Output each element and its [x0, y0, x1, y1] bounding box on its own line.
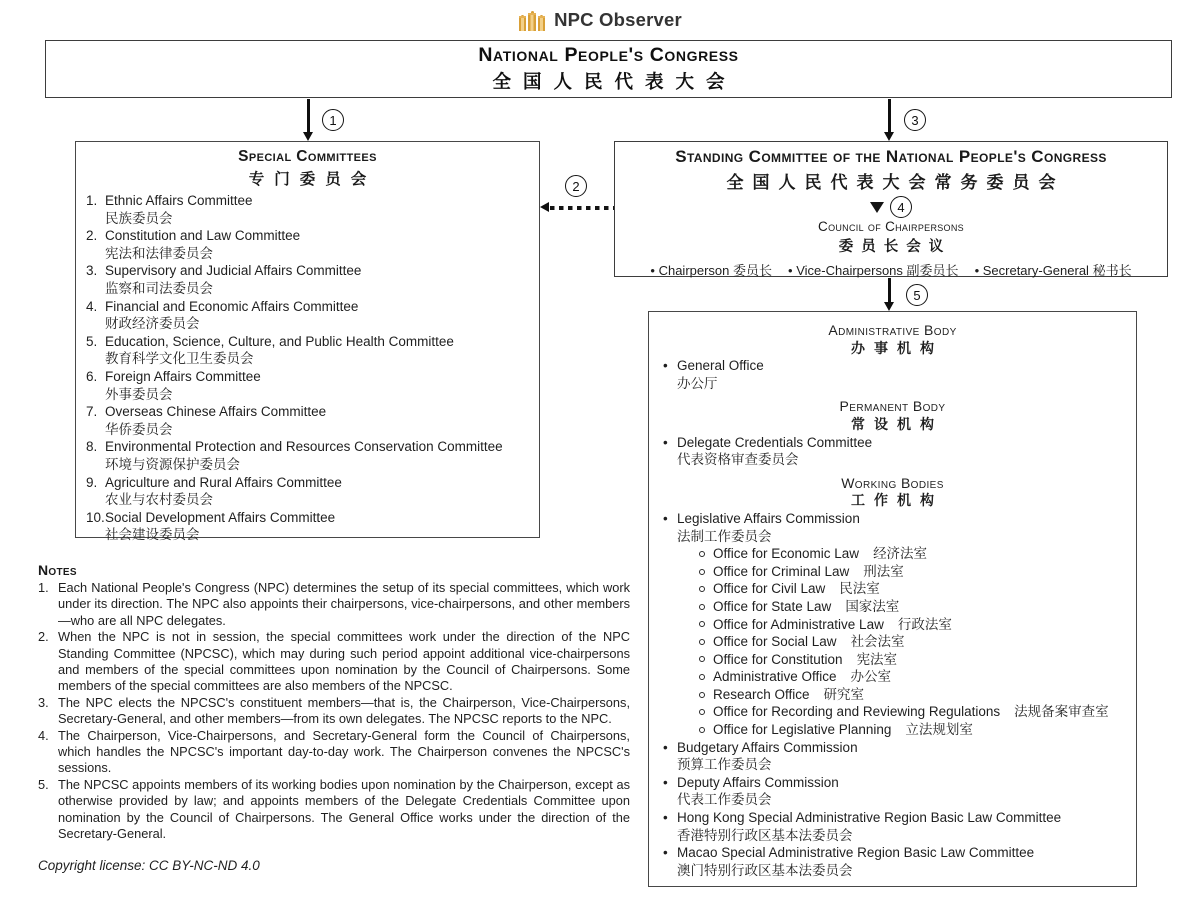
council-of-chairpersons-title-en: Council of Chairpersons — [818, 219, 964, 234]
permanent-body-heading-en: Permanent Body — [839, 398, 946, 415]
administrative-body-heading-zh: 办事机构 — [851, 339, 943, 356]
bullet-icon: • — [663, 434, 668, 450]
logo — [0, 7, 1200, 32]
special-committees-box — [75, 141, 540, 543]
body-item: • Budgetary Affairs Commission 预算工作委员会 — [663, 739, 858, 773]
bodies-box — [648, 311, 1137, 887]
committee-item: 8. Environmental Protection and Resources Conservation Committee 环境与资源保护委员会 — [86, 439, 503, 472]
working-bodies-heading-zh: 工作机构 — [851, 492, 943, 509]
circle-bullet-icon — [699, 621, 705, 627]
copyright-license: Copyright license: CC BY-NC-ND 4.0 — [38, 858, 260, 873]
arrow-1-head — [303, 132, 313, 141]
office-item: Office for Economic Law 经济法室 — [699, 545, 1124, 563]
circle-bullet-icon — [699, 551, 705, 557]
body-item: • General Office 办公厅 — [663, 358, 764, 391]
arrow-3-line — [888, 99, 891, 132]
office-item: Research Office 研究室 — [699, 686, 1124, 704]
arrow-3-head — [884, 132, 894, 141]
arrow-5-head — [884, 302, 894, 311]
note-item: 4. The Chairperson, Vice-Chairpersons, and Secretary-General form the Council of Chairpersons, which handles the NPCSC's important day-to-day work. The Chairperson convenes the NPCSC's sessions. — [38, 727, 630, 776]
committee-item: 2. Constitution and Law Committee 宪法和法律委员会 — [86, 228, 301, 261]
note-item: 1. Each National People's Congress (NPC) determines the setup of its special committees, which work under its direction. The NPC also appoints their chairpersons, vice-chairpersons, and other members—who are all NPC delegates. — [38, 580, 630, 628]
bullet-icon: • — [663, 739, 668, 755]
circle-bullet-icon — [699, 727, 705, 733]
committee-item: 4. Financial and Economic Affairs Committee 财政经济委员会 — [86, 298, 359, 332]
marker-1: 1 — [322, 109, 344, 131]
committee-item: 3. Supervisory and Judicial Affairs Committee 监察和司法委员会 — [86, 263, 362, 296]
npc-title-zh: 全国人民代表大会 — [492, 71, 737, 92]
npc-title-en: National People's Congress — [478, 44, 739, 66]
marker-5: 5 — [906, 284, 928, 306]
circle-bullet-icon — [699, 709, 705, 715]
council-member: • Vice-Chairpersons 副委员长 — [788, 260, 959, 279]
committee-item: 1. Ethnic Affairs Committee 民族委员会 — [86, 193, 253, 226]
office-item: Office for State Law 国家法室 — [699, 598, 1124, 616]
special-committees-list — [86, 192, 529, 544]
standing-committee-box — [614, 141, 1168, 277]
bullet-icon: • — [663, 510, 668, 526]
body-item: • Delegate Credentials Committee 代表资格审查委员会 — [663, 434, 873, 468]
standing-committee-title-en: Standing Committee of the National People's Congress — [675, 147, 1107, 166]
arrow-2-head — [540, 202, 549, 212]
three-pillars-icon — [518, 7, 546, 32]
arrow-5-line — [888, 278, 891, 303]
circle-bullet-icon — [699, 639, 705, 645]
marker-4: 4 — [890, 196, 912, 218]
logo-text: NPC Observer — [554, 8, 682, 30]
note-item: 3. The NPC elects the NPCSC's constituent members—that is, the Chairperson, Vice-Chairpersons, Secretary-General, and other members—from its own delegates. The NPCSC reports to the NPC. — [38, 694, 630, 727]
office-item: Office for Recording and Reviewing Regulations 法规备案审查室 — [699, 703, 1124, 721]
legislative-offices-list — [699, 545, 1124, 739]
permanent-body-heading-zh: 常设机构 — [851, 415, 943, 432]
committee-item: 6. Foreign Affairs Committee 外事委员会 — [86, 368, 261, 402]
office-item: Administrative Office 办公室 — [699, 668, 1124, 686]
standing-committee-title-zh: 全国人民代表大会常务委员会 — [726, 173, 1065, 192]
body-item: • Macao Special Administrative Region Basic Law Committee 澳门特别行政区基本法委员会 — [663, 845, 1035, 878]
circle-bullet-icon — [699, 586, 705, 592]
arrow-1-line — [307, 99, 310, 132]
special-committees-title-en: Special Committees — [238, 148, 377, 165]
council-member: • Secretary-General 秘书长 — [975, 260, 1132, 279]
notes-heading: Notes — [38, 562, 77, 578]
notes-section — [38, 562, 630, 843]
circle-bullet-icon — [699, 569, 705, 575]
committee-item: 10. Social Development Affairs Committee 社会建设委员会 — [86, 509, 336, 543]
arrow-4 — [870, 196, 912, 218]
office-item: Office for Legislative Planning 立法规划室 — [699, 721, 1124, 739]
office-item: Office for Criminal Law 刑法室 — [699, 563, 1124, 581]
note-item: 2. When the NPC is not in session, the special committees work under the direction of the NPC Standing Committee (NPCSC), which may during such period appoint additional vice-chairpersons and members of the special committees upon nomination by the Council of Chairpersons. Some members of the special committees are also members of the NPCSC. — [38, 629, 630, 694]
committee-item: 7. Overseas Chinese Affairs Committee 华侨委员会 — [86, 404, 327, 437]
committee-item: 9. Agriculture and Rural Affairs Committee 农业与农村委员会 — [86, 474, 342, 508]
office-item: Office for Constitution 宪法室 — [699, 651, 1124, 669]
working-bodies-heading-en: Working Bodies — [841, 474, 944, 491]
bullet-icon: • — [663, 810, 668, 826]
circle-bullet-icon — [699, 674, 705, 680]
special-committees-title-zh: 专门委员会 — [248, 171, 377, 188]
npc-header-box — [45, 40, 1172, 98]
office-item: Office for Social Law 社会法室 — [699, 633, 1124, 651]
body-item: • Legislative Affairs Commission 法制工作委员会 — [663, 510, 860, 544]
marker-3: 3 — [904, 109, 926, 131]
bullet-icon: • — [663, 845, 668, 861]
arrow-4-head — [870, 202, 884, 213]
council-of-chairpersons-title-zh: 委员长会议 — [838, 239, 952, 255]
office-item: Office for Civil Law 民法室 — [699, 580, 1124, 598]
body-item: • Deputy Affairs Commission 代表工作委员会 — [663, 774, 839, 808]
council-members — [650, 260, 1131, 279]
arrow-2-dotted-line — [550, 206, 614, 210]
marker-2: 2 — [565, 175, 587, 197]
office-item: Office for Administrative Law 行政法室 — [699, 616, 1124, 634]
circle-bullet-icon — [699, 656, 705, 662]
committee-item: 5. Education, Science, Culture, and Public Health Committee 教育科学文化卫生委员会 — [86, 333, 454, 367]
note-item: 5. The NPCSC appoints members of its working bodies upon nomination by the Chairperson, except as otherwise provided by law; and appoints members of the Delegate Credentials Committee upon nomination by the Council of Chairpersons. The General Office works under the direction of the Secretary-General. — [38, 776, 630, 842]
circle-bullet-icon — [699, 692, 705, 698]
bullet-icon: • — [663, 358, 668, 374]
bullet-icon: • — [663, 774, 668, 790]
circle-bullet-icon — [699, 604, 705, 610]
administrative-body-heading-en: Administrative Body — [828, 322, 957, 338]
body-item: • Hong Kong Special Administrative Region Basic Law Committee 香港特别行政区基本法委员会 — [663, 810, 1062, 843]
council-member: • Chairperson 委员长 — [650, 260, 772, 279]
